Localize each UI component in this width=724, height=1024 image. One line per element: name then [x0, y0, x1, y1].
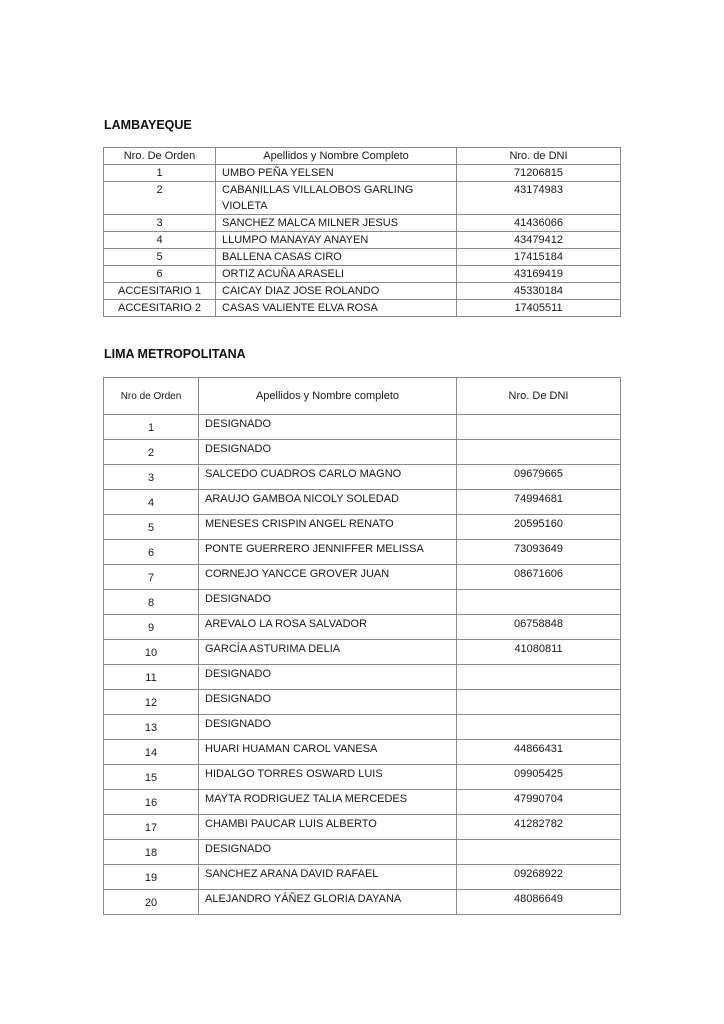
- cell-dni: [457, 440, 621, 465]
- cell-name: LLUMPO MANAYAY ANAYEN: [216, 232, 457, 249]
- table-row: [104, 283, 621, 300]
- cell-order: 4: [104, 232, 216, 249]
- table-row: [104, 266, 621, 283]
- table-row: [104, 790, 621, 815]
- cell-name: DESIGNADO: [199, 715, 457, 740]
- table-row: [104, 840, 621, 865]
- header-dni: Nro. de DNI: [457, 148, 621, 165]
- cell-name: ARAUJO GAMBOA NICOLY SOLEDAD: [199, 490, 457, 515]
- cell-name: CAICAY DIAZ JOSE ROLANDO: [216, 283, 457, 300]
- cell-dni: [457, 665, 621, 690]
- cell-name: MAYTA RODRIGUEZ TALIA MERCEDES: [199, 790, 457, 815]
- table-header-row: [104, 148, 621, 165]
- table-row: [104, 415, 621, 440]
- cell-name: DESIGNADO: [199, 840, 457, 865]
- cell-order: 18: [104, 840, 199, 865]
- cell-dni: 43174983: [457, 182, 621, 215]
- cell-order: ACCESITARIO 1: [104, 283, 216, 300]
- cell-order: 5: [104, 515, 199, 540]
- cell-dni: 41282782: [457, 815, 621, 840]
- cell-dni: 41080811: [457, 640, 621, 665]
- cell-dni: 43479412: [457, 232, 621, 249]
- cell-name: CHAMBI PAUCAR LUIS ALBERTO: [199, 815, 457, 840]
- header-order: Nro de Orden: [104, 378, 199, 415]
- cell-name: CASAS VALIENTE ELVA ROSA: [216, 300, 457, 317]
- header-dni: Nro. De DNI: [457, 378, 621, 415]
- cell-order: 12: [104, 690, 199, 715]
- header-name: Apellidos y Nombre Completo: [216, 148, 457, 165]
- lima-metropolitana-table: [103, 377, 621, 915]
- table-row: [104, 215, 621, 232]
- cell-dni: 20595160: [457, 515, 621, 540]
- cell-dni: 73093649: [457, 540, 621, 565]
- table-row: [104, 665, 621, 690]
- cell-order: 6: [104, 540, 199, 565]
- table-row: [104, 490, 621, 515]
- cell-order: 3: [104, 465, 199, 490]
- table-row: [104, 440, 621, 465]
- cell-name: DESIGNADO: [199, 665, 457, 690]
- cell-name: DESIGNADO: [199, 440, 457, 465]
- cell-order: 15: [104, 765, 199, 790]
- cell-dni: 08671606: [457, 565, 621, 590]
- cell-name: ALEJANDRO YÁÑEZ GLORIA DAYANA: [199, 890, 457, 915]
- cell-name: MENESES CRISPIN ANGEL RENATO: [199, 515, 457, 540]
- section-title-lambayeque: LAMBAYEQUE: [104, 118, 192, 132]
- table-row: [104, 715, 621, 740]
- cell-name: SANCHEZ MALCA MILNER JESUS: [216, 215, 457, 232]
- cell-dni: 09679665: [457, 465, 621, 490]
- header-order: Nro. De Orden: [104, 148, 216, 165]
- cell-name: SALCEDO CUADROS CARLO MAGNO: [199, 465, 457, 490]
- cell-dni: 09268922: [457, 865, 621, 890]
- cell-name: AREVALO LA ROSA SALVADOR: [199, 615, 457, 640]
- table-row: [104, 740, 621, 765]
- table-row: [104, 465, 621, 490]
- cell-dni: [457, 715, 621, 740]
- table-row: [104, 615, 621, 640]
- table-row: [104, 865, 621, 890]
- cell-order: 20: [104, 890, 199, 915]
- table-row: [104, 165, 621, 182]
- cell-order: 7: [104, 565, 199, 590]
- table-row: [104, 300, 621, 317]
- cell-order: ACCESITARIO 2: [104, 300, 216, 317]
- cell-name: GARCÍA ASTURIMA DELIA: [199, 640, 457, 665]
- cell-dni: 74994681: [457, 490, 621, 515]
- table-row: [104, 640, 621, 665]
- table-row: [104, 690, 621, 715]
- cell-order: 10: [104, 640, 199, 665]
- cell-order: 13: [104, 715, 199, 740]
- section-title-lima-metropolitana: LIMA METROPOLITANA: [104, 347, 246, 361]
- cell-order: 3: [104, 215, 216, 232]
- table-row: [104, 232, 621, 249]
- cell-name: DESIGNADO: [199, 415, 457, 440]
- cell-name: PONTE GUERRERO JENNIFFER MELISSA: [199, 540, 457, 565]
- cell-name: BALLENA CASAS CIRO: [216, 249, 457, 266]
- cell-dni: 45330184: [457, 283, 621, 300]
- table-row: [104, 182, 621, 215]
- cell-order: 1: [104, 415, 199, 440]
- cell-order: 17: [104, 815, 199, 840]
- table-header-row: [104, 378, 621, 415]
- cell-dni: 09905425: [457, 765, 621, 790]
- cell-dni: 06758848: [457, 615, 621, 640]
- cell-name: DESIGNADO: [199, 590, 457, 615]
- cell-order: 2: [104, 182, 216, 215]
- table-row: [104, 590, 621, 615]
- cell-order: 5: [104, 249, 216, 266]
- table-row: [104, 815, 621, 840]
- table-row: [104, 515, 621, 540]
- cell-dni: 41436066: [457, 215, 621, 232]
- cell-order: 6: [104, 266, 216, 283]
- cell-name: ORTIZ ACUÑA ARASELI: [216, 266, 457, 283]
- cell-dni: [457, 690, 621, 715]
- cell-dni: [457, 590, 621, 615]
- cell-dni: [457, 415, 621, 440]
- cell-order: 16: [104, 790, 199, 815]
- header-name: Apellidos y Nombre completo: [199, 378, 457, 415]
- table-row: [104, 765, 621, 790]
- cell-name: CORNEJO YANCCE GROVER JUAN: [199, 565, 457, 590]
- table-row: [104, 565, 621, 590]
- cell-order: 2: [104, 440, 199, 465]
- cell-dni: 44866431: [457, 740, 621, 765]
- cell-dni: [457, 840, 621, 865]
- cell-order: 11: [104, 665, 199, 690]
- cell-order: 19: [104, 865, 199, 890]
- cell-dni: 71206815: [457, 165, 621, 182]
- cell-name: CABANILLAS VILLALOBOS GARLING VIOLETA: [216, 182, 457, 215]
- cell-dni: 17415184: [457, 249, 621, 266]
- cell-order: 8: [104, 590, 199, 615]
- table-row: [104, 249, 621, 266]
- cell-name: HIDALGO TORRES OSWARD LUIS: [199, 765, 457, 790]
- table-row: [104, 890, 621, 915]
- cell-dni: 48086649: [457, 890, 621, 915]
- cell-order: 14: [104, 740, 199, 765]
- cell-dni: 17405511: [457, 300, 621, 317]
- cell-name: DESIGNADO: [199, 690, 457, 715]
- cell-name: HUARI HUAMAN CAROL VANESA: [199, 740, 457, 765]
- cell-dni: 43169419: [457, 266, 621, 283]
- cell-name: SANCHEZ ARANA DAVID RAFAEL: [199, 865, 457, 890]
- cell-order: 4: [104, 490, 199, 515]
- cell-dni: 47990704: [457, 790, 621, 815]
- table-row: [104, 540, 621, 565]
- lambayeque-table: [103, 147, 621, 317]
- cell-order: 1: [104, 165, 216, 182]
- cell-name: UMBO PEÑA YELSEN: [216, 165, 457, 182]
- cell-order: 9: [104, 615, 199, 640]
